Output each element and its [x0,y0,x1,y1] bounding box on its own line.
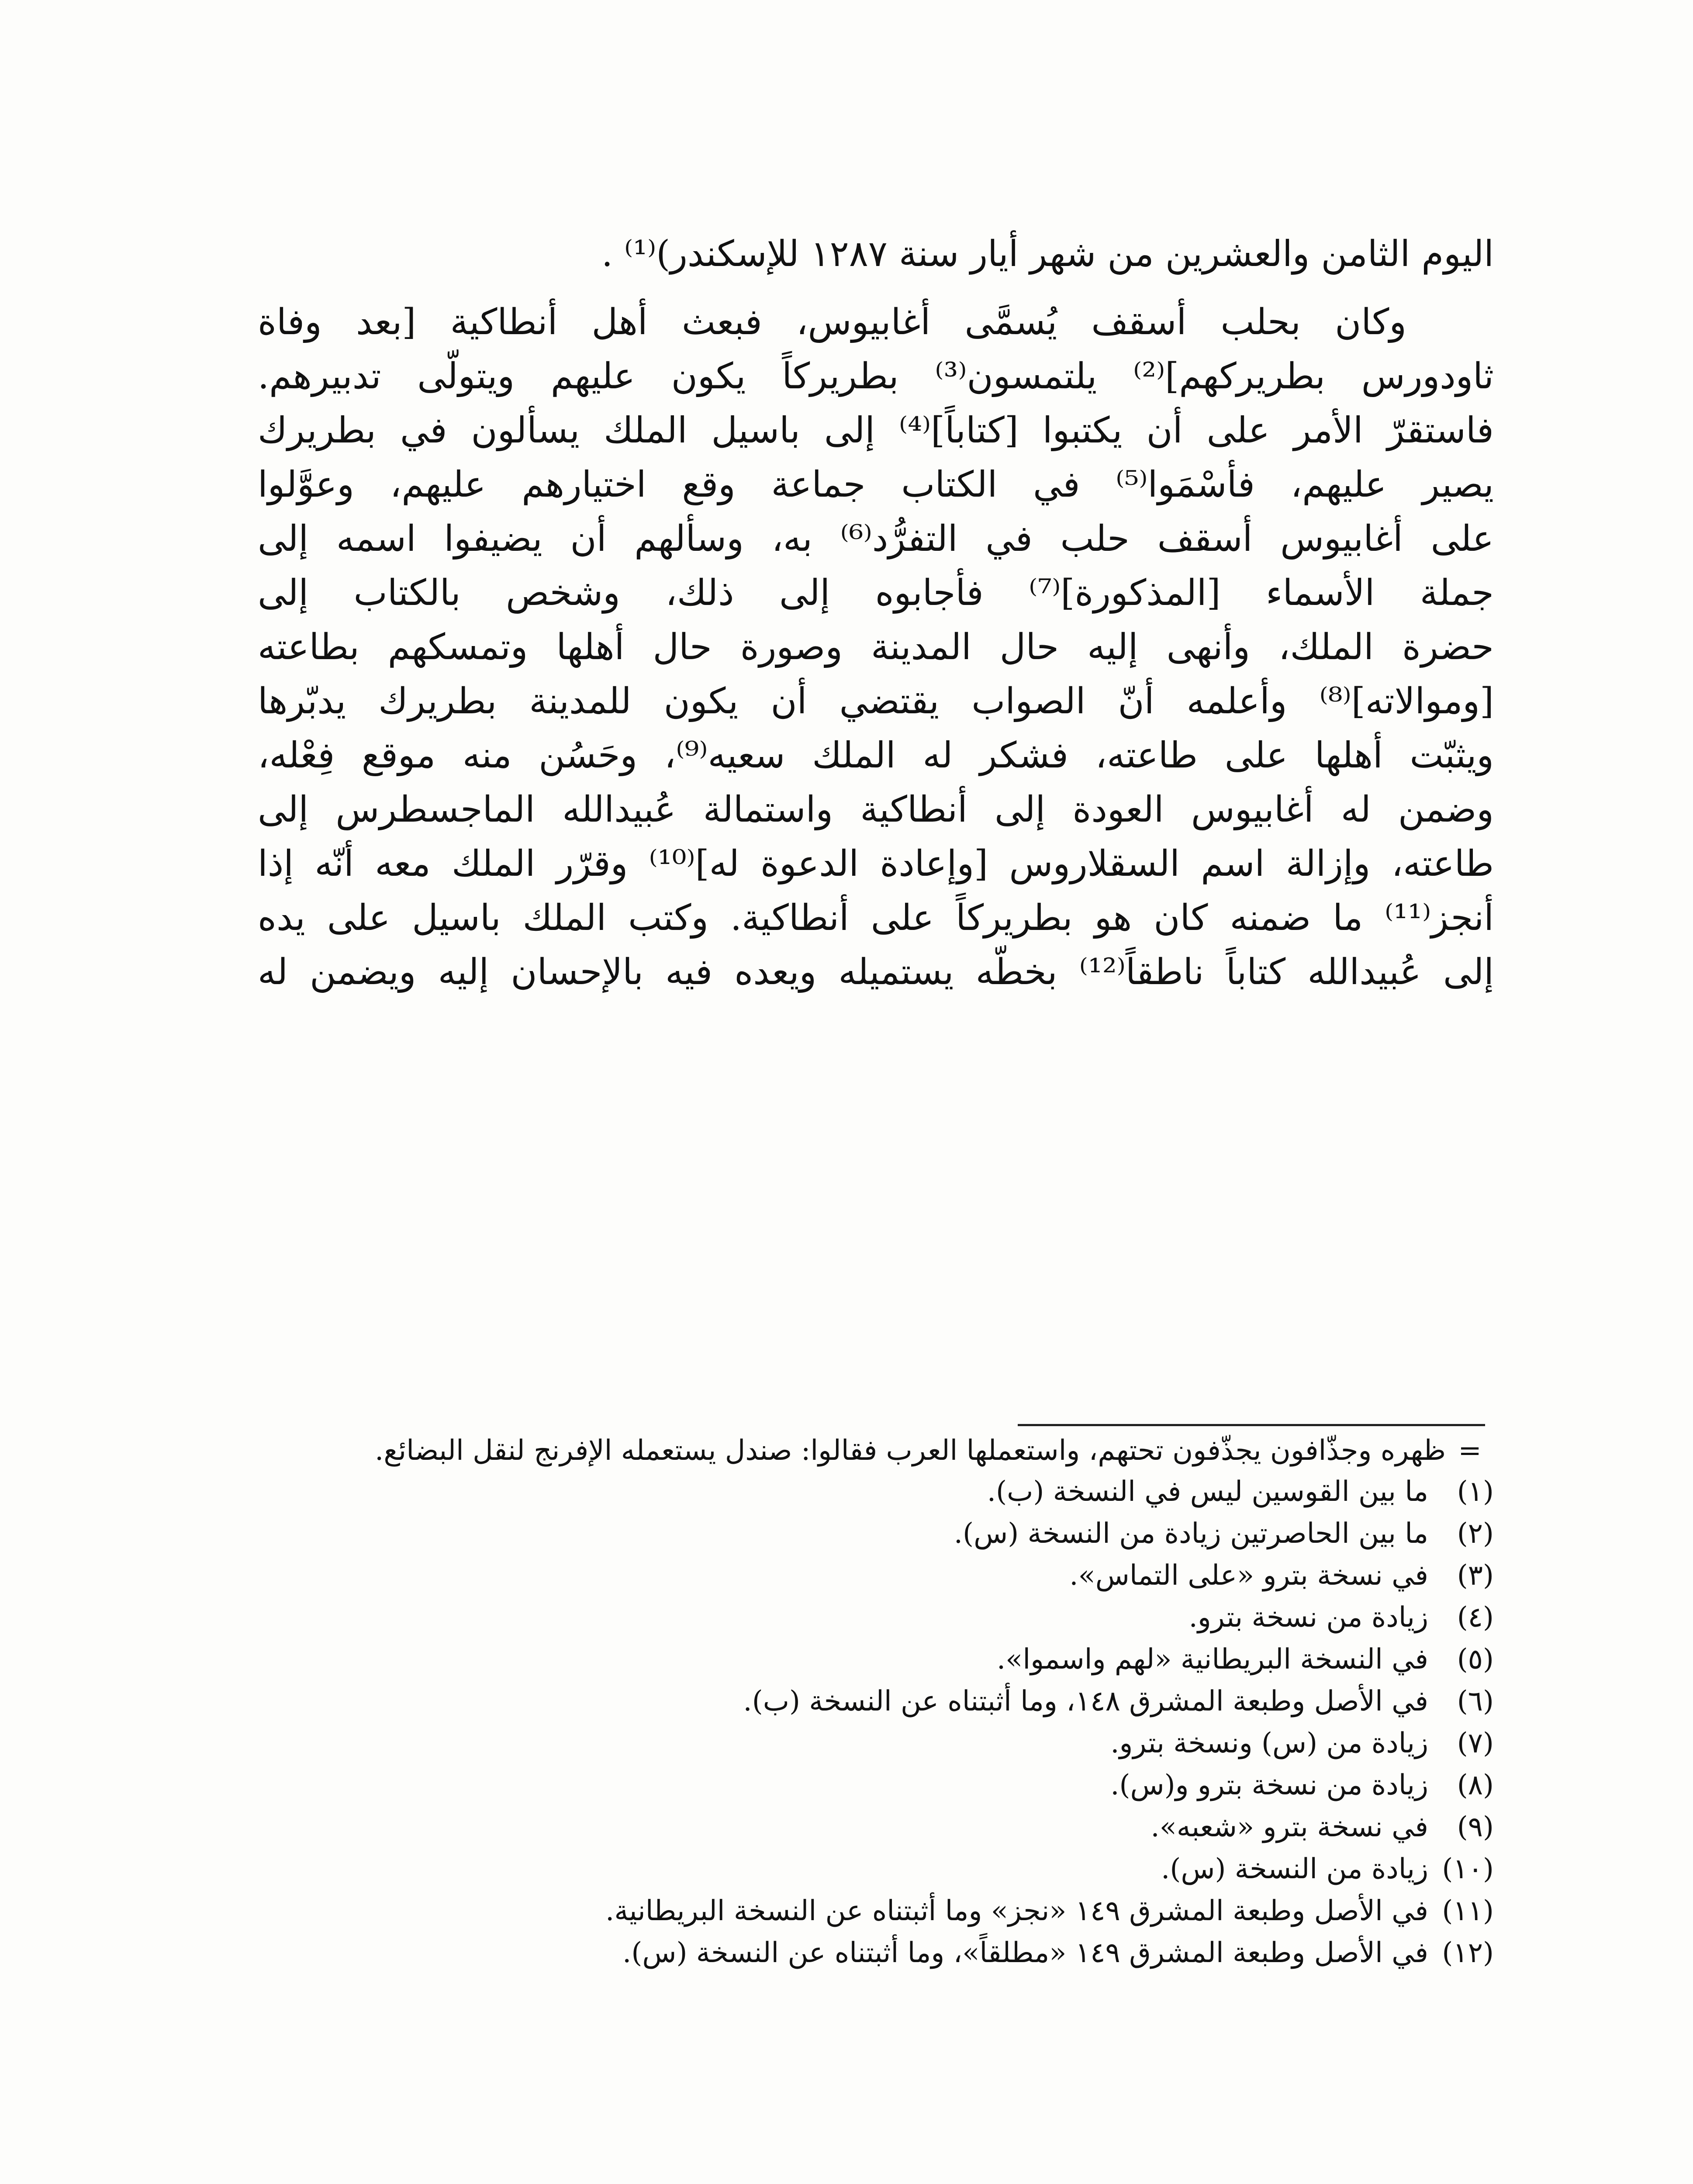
main-text-line: طاعته، وإزالة اسم السقلاروس [وإعادة الدعوة له]⁽¹⁰⁾ وقرّر الملك معه أنّه إذا [258,843,1494,885]
footnote-text: زيادة من (س) ونسخة بترو. [1110,1727,1428,1759]
footnote-number: (١) [1457,1476,1494,1508]
footnote-item [271,1555,1494,1597]
footnote-text: زيادة من نسخة بترو و(س). [1110,1769,1428,1801]
footnote-number: (٨) [1457,1769,1494,1801]
footnote-item [271,1806,1494,1848]
footnote-item [271,1680,1494,1722]
main-text-line: جملة الأسماء [المذكورة]⁽⁷⁾ فأجابوه إلى ذلك، وشخص بالكتاب إلى [258,572,1494,614]
main-text-line: يصير عليهم، فأسْمَوا⁽⁵⁾ في الكتاب جماعة وقع اختيارهم عليهم، وعوَّلوا [258,464,1494,505]
footnotes [271,1431,1494,1974]
footnote-text: في الأصل وطبعة المشرق ١٤٩ «نجز» وما أثبتناه عن النسخة البريطانية. [605,1895,1428,1927]
footnote-text: زيادة من النسخة (س). [1161,1853,1428,1885]
footnote-text: زيادة من نسخة بترو. [1189,1601,1428,1634]
main-text-line: وكان بحلب أسقف يُسمَّى أغابيوس، فبعث أهل أنطاكية [بعد وفاة [258,301,1406,343]
footnote-item [271,1513,1494,1555]
footnote-continuation [271,1431,1494,1471]
footnote-number: (٧) [1457,1727,1494,1759]
main-text-line: [وموالاته]⁽⁸⁾ وأعلمه أنّ الصواب يقتضي أن يكون للمدينة بطريرك يدبّرها [258,681,1494,722]
footnote-text: في نسخة بترو «على التماس». [1069,1559,1428,1592]
main-text-line: ثاودورس بطريركهم]⁽²⁾ يلتمسون⁽³⁾ بطريركاً يكون عليهم ويتولّى تدبيرهم. [258,356,1494,397]
footnote-number: (٩) [1457,1811,1494,1843]
footnote-number: (٥) [1457,1643,1494,1676]
main-text [258,227,1494,999]
footnote-text: في نسخة بترو «شعبه». [1151,1811,1428,1843]
footnote-number: (١١) [1442,1895,1494,1927]
footnote-text: ما بين القوسين ليس في النسخة (ب). [987,1476,1428,1508]
main-text-line: اليوم الثامن والعشرين من شهر أيار سنة ١٢٨٧ للإسكندر)⁽¹⁾ . [601,233,1494,275]
footnote-separator [1018,1424,1485,1426]
main-text-line: وضمن له أغابيوس العودة إلى أنطاكية واستمالة عُبيدالله الماجسطرس إلى [258,789,1494,830]
footnote-number: (٢) [1457,1517,1494,1550]
footnote-item [271,1597,1494,1638]
footnote-text: في الأصل وطبعة المشرق ١٤٨، وما أثبتناه عن النسخة (ب). [743,1685,1428,1717]
main-text-line: ويثبّت أهلها على طاعته، فشكر له الملك سعيه⁽⁹⁾، وحَسُن منه موقع فِعْله، [258,735,1494,776]
footnote-item [271,1638,1494,1680]
footnote-item [271,1932,1494,1974]
footnote-text: في الأصل وطبعة المشرق ١٤٩ «مطلقاً»، وما أثبتناه عن النسخة (س). [622,1937,1428,1969]
main-text-line: على أغابيوس أسقف حلب في التفرُّد⁽⁶⁾ به، وسألهم أن يضيفوا اسمه إلى [258,518,1494,560]
continuation-marker: = [1458,1434,1482,1467]
footnote-number: (١٠) [1442,1853,1494,1885]
main-text-line: أنجز⁽¹¹⁾ ما ضمنه كان هو بطريركاً على أنطاكية. وكتب الملك باسيل على يده [258,897,1494,939]
main-text-line: إلى عُبيدالله كتاباً ناطقاً⁽¹²⁾ بخطّه يستميله ويعده فيه بالإحسان إليه ويضمن له [258,951,1494,993]
footnote-item [271,1764,1494,1806]
footnote-item [271,1471,1494,1513]
main-text-line: فاستقرّ الأمر على أن يكتبوا [كتاباً]⁽⁴⁾ إلى باسيل الملك يسألون في بطريرك [258,410,1494,451]
footnote-number: (١٢) [1442,1937,1494,1969]
footnote-number: (٤) [1457,1601,1494,1634]
footnote-number: (٣) [1457,1559,1494,1592]
footnote-item [271,1722,1494,1764]
footnote-item [271,1848,1494,1890]
footnote-item [271,1890,1494,1932]
continuation-text: ظهره وجذّافون يجذّفون تحتهم، واستعملها العرب فقالوا: صندل يستعمله الإفرنج لنقل البضائع. [374,1434,1446,1467]
footnote-text: ما بين الحاصرتين زيادة من النسخة (س). [954,1517,1428,1550]
footnote-number: (٦) [1457,1685,1494,1717]
footnote-text: في النسخة البريطانية «لهم واسموا». [996,1643,1428,1676]
main-text-line: حضرة الملك، وأنهى إليه حال المدينة وصورة حال أهلها وتمسكهم بطاعته [258,626,1494,668]
